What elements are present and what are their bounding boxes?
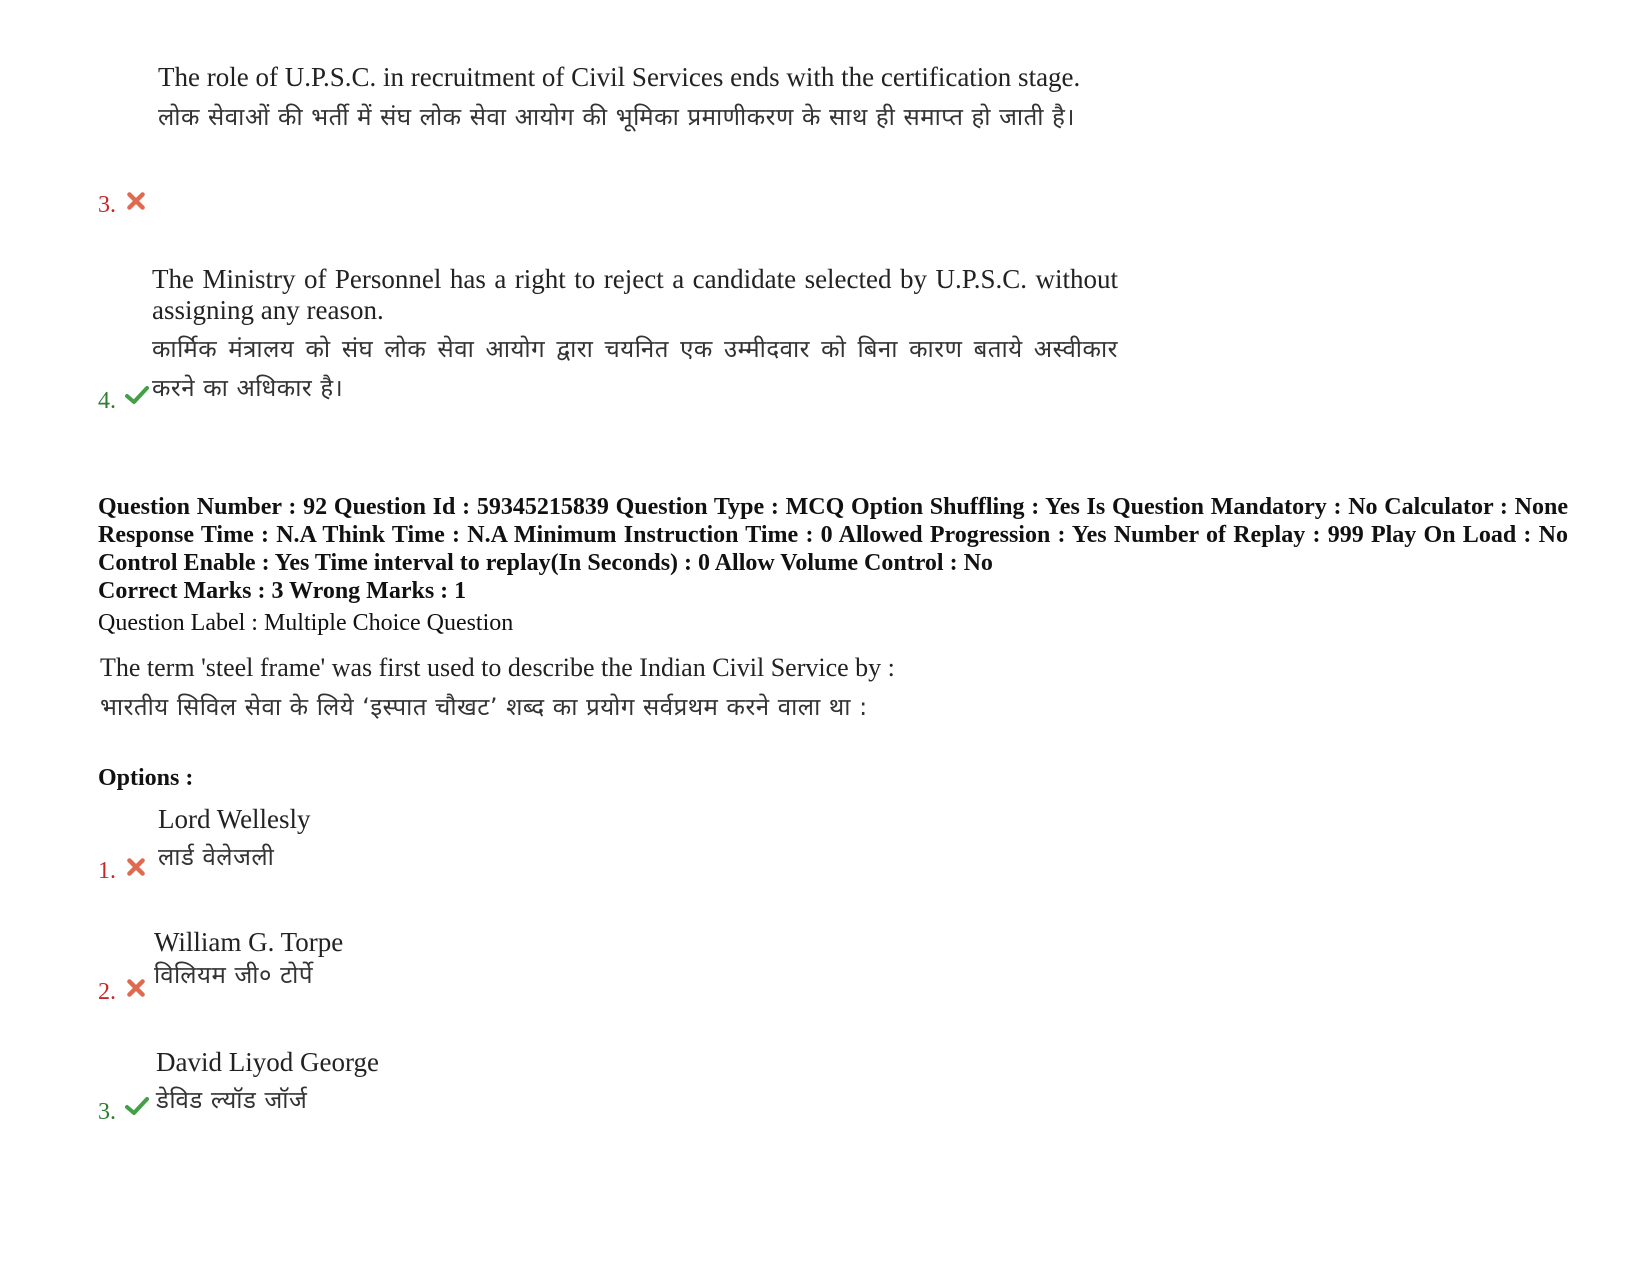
option-content <box>154 925 1114 991</box>
check-icon <box>125 1095 149 1117</box>
cross-icon <box>125 856 147 878</box>
question-text <box>100 651 1112 727</box>
question-marks: Correct Marks : 3 Wrong Marks : 1 <box>98 578 467 604</box>
option-text-en: The Ministry of Personnel has a right to reject a candidate selected by U.P.S.C. without assigning any reason. <box>152 264 1118 325</box>
option-number: 3. <box>98 192 116 218</box>
option-number: 3. <box>98 1099 116 1125</box>
options-heading: Options : <box>98 765 194 791</box>
option-text-hi: कार्मिक मंत्रालय को संघ लोक सेवा आयोग द्वारा चयनित एक उम्मीदवार को बिना कारण बताये अस्वीकार करने का अधिकार है। <box>152 335 1118 402</box>
option-content <box>158 800 1118 877</box>
option-text-hi: डेविड ल्यॉड जॉर्ज <box>156 1086 308 1114</box>
cross-icon <box>125 977 147 999</box>
option-number: 4. <box>98 388 116 414</box>
option-text-hi: विलियम जी० टोर्पे <box>154 961 314 989</box>
option-text-en: The role of U.P.S.C. in recruitment of Civil Services ends with the certification stage. <box>158 62 1081 92</box>
option-text-hi: लोक सेवाओं की भर्ती में संघ लोक सेवा आयोग की भूमिका प्रमाणीकरण के साथ ही समाप्त हो जाती है। <box>158 103 1075 131</box>
question-meta: Question Number : 92 Question Id : 59345215839 Question Type : MCQ Option Shuffling : Yes Is Question Mandatory : No Calculator : None Response Time : N.A Think Time : N.A Minimum Instruction Time : 0 Allowed Progression : Yes Number of Replay : 999 Play On Load : No Control Enable : Yes Time interval to replay(In Seconds) : 0 Allow Volume Control : No <box>98 494 1568 576</box>
option-text-hi: लार्ड वेलेजली <box>158 843 275 871</box>
cross-icon <box>125 190 147 212</box>
option-content <box>156 1043 1116 1120</box>
option-number: 1. <box>98 858 116 884</box>
option-number: 2. <box>98 979 116 1005</box>
option-content <box>158 58 1118 137</box>
check-icon <box>125 384 149 406</box>
question-label: Question Label : Multiple Choice Question <box>98 610 514 636</box>
option-text-en: David Liyod George <box>156 1047 379 1077</box>
option-content <box>152 264 1118 408</box>
question-text-en: The term 'steel frame' was first used to describe the Indian Civil Service by : <box>100 653 895 682</box>
question-text-hi: भारतीय सिविल सेवा के लिये ‘इस्पात चौखट’ शब्द का प्रयोग सर्वप्रथम करने वाला था : <box>100 693 868 721</box>
option-text-en: William G. Torpe <box>154 927 344 957</box>
option-text-en: Lord Wellesly <box>158 804 311 834</box>
